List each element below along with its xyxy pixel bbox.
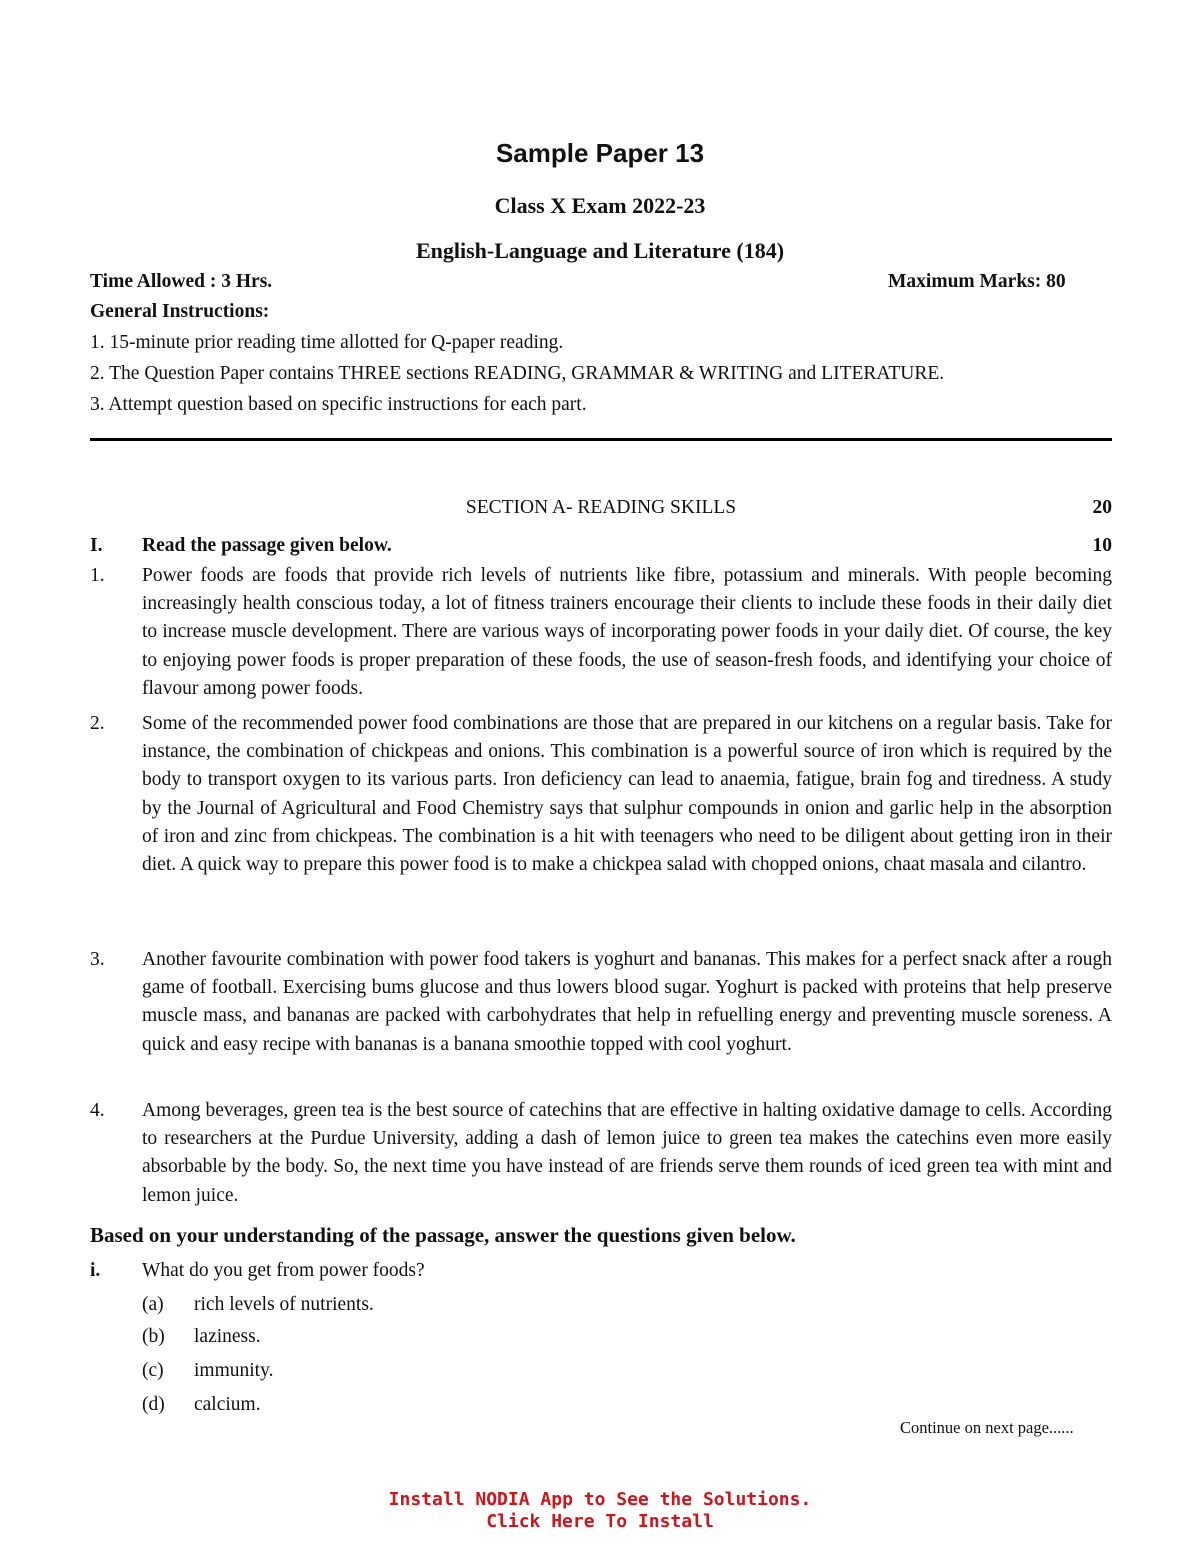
option-text: rich levels of nutrients.: [194, 1294, 374, 1315]
passage-paragraph: [90, 946, 1112, 1059]
question-text: Read the passage given below.: [142, 535, 392, 556]
instruction-item: 3. Attempt question based on specific instructions for each part.: [90, 394, 587, 415]
time-allowed: Time Allowed : 3 Hrs.: [90, 271, 273, 292]
option-label: (a): [142, 1294, 164, 1315]
question-marks: 10: [1092, 535, 1112, 556]
exam-title: Class X Exam 2022-23: [494, 193, 706, 218]
install-app-link[interactable]: Install NODIA App to See the Solutions.: [388, 1489, 812, 1510]
mcq-text: What do you get from power foods?: [142, 1260, 425, 1281]
option-label: (b): [142, 1326, 165, 1347]
option-text: calcium.: [194, 1394, 261, 1415]
option-text: immunity.: [194, 1360, 274, 1381]
paragraph-number: 1.: [90, 565, 105, 586]
option-label: (d): [142, 1394, 165, 1415]
paragraph-text: Another favourite combination with power food takers is yoghurt and bananas. This makes for a perfect snack after a rough game of football. Exercising bums glucose and thus lowers blood sugar. Yoghurt is packed with proteins that help preserve muscle mass, and bananas are packed with carbohydrates that help in refuelling energy and preventing muscle soreness. A quick and easy recipe with bananas is a banana smoothie topped with cool yoghurt.: [142, 949, 1112, 1055]
click-to-install-link[interactable]: Click Here To Install: [486, 1511, 714, 1532]
passage-paragraph: [90, 562, 1112, 703]
paragraph-number: 2.: [90, 713, 105, 734]
divider-rule: [90, 438, 1112, 441]
paragraph-number: 3.: [90, 949, 105, 970]
section-title: SECTION A- READING SKILLS: [465, 497, 737, 518]
continue-note: Continue on next page......: [900, 1418, 1074, 1437]
question-number: I.: [90, 535, 103, 556]
instructions-heading: General Instructions:: [90, 301, 270, 322]
paragraph-text: Power foods are foods that provide rich levels of nutrients like fibre, potassium and minerals. With people becoming increasingly health conscious today, a lot of fitness trainers encourage their clients to include these foods in their daily diet to increase muscle development. There are various ways of incorporating power foods in your daily diet. Of course, the key to enjoying power foods is proper preparation of these foods, the use of season-fresh foods, and identifying your choice of flavour among power foods.: [142, 565, 1112, 699]
section-marks: 20: [1092, 497, 1112, 518]
paragraph-text: Some of the recommended power food combinations are those that are prepared in our kitchens on a regular basis. Take for instance, the combination of chickpeas and onions. This combination is a powerful source of iron which is required by the body to transport oxygen to its various parts. Iron deficiency can lead to anaemia, fatigue, brain fog and tiredness. A study by the Journal of Agricultural and Food Chemistry says that sulphur compounds in onion and garlic help in the absorption of iron and zinc from chickpeas. The combination is a hit with teenagers who need to be diligent about getting iron in their diet. A quick way to prepare this power food is to make a chickpea salad with chopped onions, chaat masala and cilantro.: [142, 713, 1112, 876]
mcq-number: i.: [90, 1260, 101, 1281]
paragraph-number: 4.: [90, 1100, 105, 1121]
subject-title: English-Language and Literature (184): [415, 238, 785, 263]
option-text: laziness.: [194, 1326, 261, 1347]
paper-title: Sample Paper 13: [495, 138, 705, 168]
paragraph-text: Among beverages, green tea is the best source of catechins that are effective in halting oxidative damage to cells. According to researchers at the Purdue University, adding a dash of lemon juice to green tea makes the catechins even more easily absorbable by the body. So, the next time you have instead of are friends serve them rounds of iced green tea with mint and lemon juice.: [142, 1100, 1112, 1206]
passage-paragraph: [90, 710, 1112, 879]
option-label: (c): [142, 1360, 164, 1381]
passage-paragraph: [90, 1097, 1112, 1210]
instruction-item: 2. The Question Paper contains THREE sections READING, GRAMMAR & WRITING and LITERATURE.: [90, 363, 945, 384]
questions-heading: Based on your understanding of the passage, answer the questions given below.: [90, 1223, 796, 1247]
instruction-item: 1. 15-minute prior reading time allotted for Q-paper reading.: [90, 332, 564, 353]
maximum-marks: Maximum Marks: 80: [888, 271, 1066, 292]
